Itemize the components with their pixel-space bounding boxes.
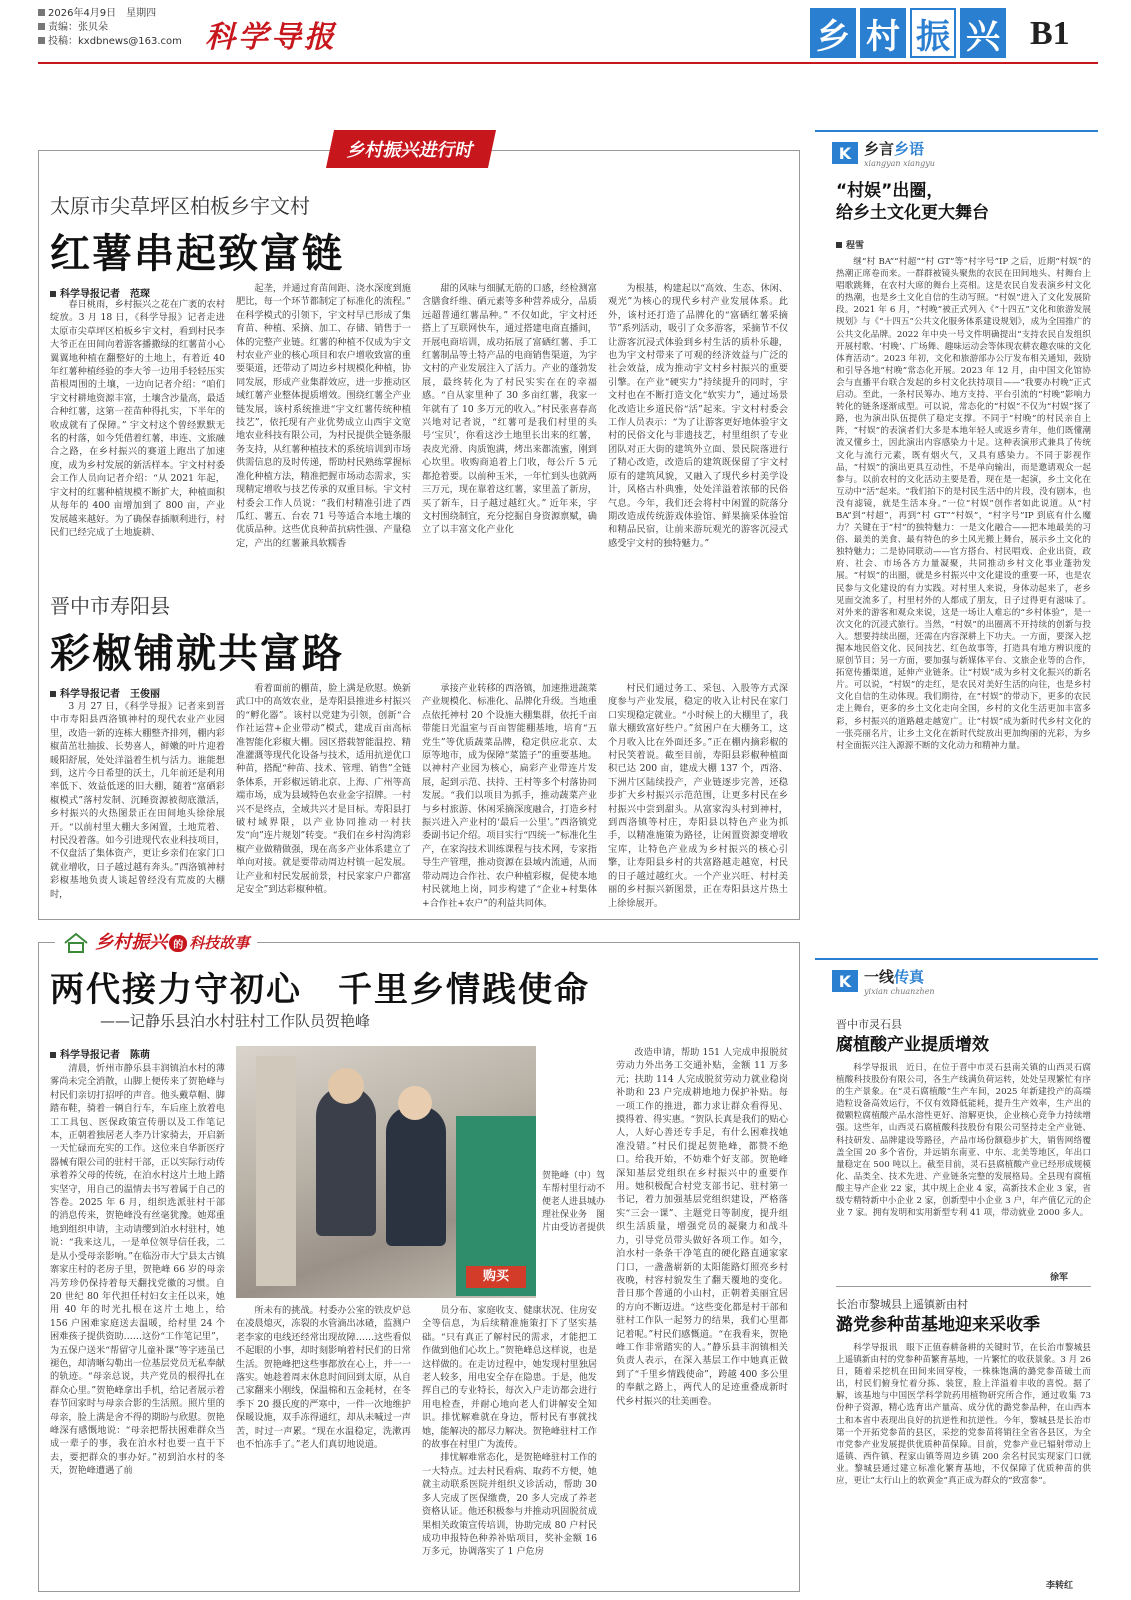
column2-head-a: 一线 xyxy=(864,968,895,986)
issue-date: 2026年4月9日 星期四 xyxy=(38,8,156,20)
brief2-body-text: 科学导报讯 眼下正值春耕备耕的关键时节，在长治市黎城县上遥镇新由村的党参种苗繁育基地，一片繁忙的收获景象。3 月 26 日，随着采挖机在田间来回穿梭，一株株饱满的潞党参苗破土而出，村民们俯身忙着分拣、装筐，脸上洋溢着丰收的喜悦。据了解，该基地与中国医学科学院药用植物研究所合作，通过收集 73 份种子资源，精心选育出产量高、成分优的潞党参品种，在山西本土和本省中表现出良好的抗逆性和抗逆性。今年，黎城县是长治市第一个开拓党参苗的县区，采挖的党参苗将销往全省各县区，为全市党参产业发展提供优质种苗保障。目前，党参产业已辐射带动上遥镇、西仵镇、程家山镇等周边乡镇 200 余名村民实现家门口就业。黎城县通过建立标准化繁育基地，不仅保障了优质种苗的供应，更让“太行山上的软黄金”真正成为群众的“致富参”。 xyxy=(836,1343,1091,1487)
kicker-banner-wrap xyxy=(330,130,492,168)
column1-title: “村娱”出圈， 给乡土文化更大舞台 xyxy=(836,181,989,223)
house-icon xyxy=(63,932,89,954)
story2-title: 彩椒铺就共富路 xyxy=(50,631,344,677)
story2-col1-text: 3 月 27 日，《科学导报》记者来到晋中市寿阳县西洛镇神村的现代农业产业园里，改造一新的连栋大棚整齐排列，棚内彩椒苗茁壮抽拔、长势喜人，鲜嫩的叶片迎着暖阳舒展，处处洋溢着生机与活力。谁能想到，这片今日希望的沃土，几年前还是利用率低下、效益低迷的旧大棚，随着“富硒彩椒模式”落村发制、沉睡资源被彻底激活，乡村振兴的火热图景正在田间地头徐徐展开。“以前村里大棚大多闲置，土地荒着、村民没着落。如今引进现代农业科技项目，不仅盘活了集体资产，更让乡亲们在家门口就业增收，日子越过越有奔头。”西洛镇神村彩椒基地负责人谈起曾经没有荒废的大棚时， xyxy=(50,701,225,900)
story2-subtitle: 晋中市寿阳县 xyxy=(50,594,170,618)
story3-col4-text: 改造申请，帮助 151 人完成申报脱贫劳动力外出务工交通补贴，金额 11 万多元；扶助 114 人完成脱贫劳动力就业稳岗补助和 23 户完成耕地地力保护补贴。每一项工作的推进，都力求让群众看得见、摸得着、得实惠。“贺队长真是我们的贴心人，人好心善还专手足，有什么困难找她准没错。”村民们提起贺艳峰，都赞不绝口。给我开始，不妨难个好支部。贺艳峰深知基层党组织在乡村振兴中的重要作用。她积极配合村党支部书记、驻村第一书记，着力加强基层党组织建设，严格落实“三会一课”、主题党日等制度，提升组织生活质量，增强党员的凝聚力和战斗力，引导党员带头做好各项工作。如今，泊水村一条条干净笔直的硬化路直通家家门口，一盏盏崭新的太阳能路灯照亮乡村夜晚，村容村貌发生了翻天覆地的变化。昔日那个普通的小山村，正朝着美丽宜居的方向不断迈进。“这些变化都是村干部和驻村工作队一起努力的结果，我们心里都记着呢。”村民们感慨道。“在我看来，贺艳峰工作非常踏实的人。”静乐县丰润镇相关负责人表示，在深入基层工作中她真正做到了“千里乡情践使命”，跨越 400 多公里的奉献之路上，两代人的足迹重叠成新时代乡村振兴的壮美画卷。 xyxy=(616,1047,788,1407)
story1-column xyxy=(236,282,411,566)
story2-column xyxy=(608,682,788,910)
section-char: 兴 xyxy=(960,8,1006,58)
k-logo-icon: K xyxy=(832,142,858,164)
photo-caption: 贺艳峰（中）驾车帮村里行动不便老人进县城办理社保业务 图片由受访者提供 xyxy=(542,1171,606,1233)
brief1-title: 腐植酸产业提质增效 xyxy=(836,1035,989,1055)
column1-head-a: 乡言 xyxy=(864,140,895,158)
story3-col1-text: 清晨，忻州市静乐县丰润镇泊水村的薄雾尚未完全消散，山脚上便传来了贺艳峰与村民们亲切打招呼的声音。他头戴草帽、脚踏布鞋，骑着一辆自行车，车后座上放着电工工具包、医保政策宣传册以及工作笔记本，正朝着独居老人李乃计家骑去，开启新一天忙碌而充实的工作。这位来自华新医疗器械有限公司的驻村干部，正以实际行动传承着养父母的传统，在泊水村这片土地上踏实坚守，用自己的温情去书写着属于自己的答卷。2025 年 6 月，组织选派驻村干部的消息传来，贺艳峰没有丝毫犹豫。她郑重地到组织申请，主动请缨到泊水村驻村，她说：“我来这儿，一是单位领导信任我，二是从小受母亲影响。”在临汾市大宁县太古镇寨家庄村的老房子里，贺艳峰 66 岁的母亲冯芳珍仍保持着每天翻找党徽的习惯。自 20 世纪 80 年代担任村妇女主任以来，她用 40 年的时光扎根在这片土地上，给 156 户困难家庭送去温暖，给村里 24 个困难孩子提供资助……这份“工作笔记里”，为五保户送米“帮留守儿童补课”等字迹虽已褪色，却清晰勾勒出一位基层党员无私奉献的轨迹。“母亲总说，共产党员的根得扎在群众心里。”贺艳峰拿出手机，给记者展示着春节回家时与母亲合影的生活照。照片里的母亲，脸上满是舍不得的期盼与欣慰。贺艳峰深有感慨地说：“母亲把帮扶困难群众当成一辈子的事，我在泊水村也要一直干下去，要把群众的事办好。”初到泊水村的冬天，贺艳峰遭遇了前 xyxy=(50,1063,225,1477)
column1-body-text: 继“村 BA”“村超”“村 GT”等“村字号”IP 之后，近期“村娱”的热潮正席卷而来。一群群被镜头聚焦的农民在田间地头、村舞台上唱歌跳舞，在农村大席的舞台上亮相。这是农民自发表演乡村文化的热潮，也是乡土文化自信的生动写照。“村娱”进入了文化发展阶段。2021 年 6 月，“村晚”被正式列入《“十四五”文化和旅游发展规划》与《“十四五”公共文化服务体系建设规划》，成为全国推广的公共文化品牌。2022 年中央一号文件明确提出“支持农民自发组织开展村歌、‘村晚’、广场舞、趣味运动会等体现农耕农趣农味的文化体育活动”。2023 年初，文化和旅游部办公厅发布相关通知，鼓励和引导各地“村晚”常态化开展。2023 年 12 月，由中国文化馆协会与直播平台联合发起的乡村文化扶持项目——“我要办村晚”正式启动。至此，一条村民筹办、地方支持、平台引流的“村晚”影响力转化的链条逐渐成型。可以说，常态化的“村娱”不仅为“村娱”探了路，也为演出队伍提供了稳定支撑。不同于“村晚”的村民亲自上阵，“村娱”的表演者们大多是本地年轻人或返乡青年，他们既懂潮流又懂乡土，因此演出内容感染力十足。这种表演形式兼具了传统文化与流行元素，既有烟火气，又具有感染力。不同于影视作品，“村娱”的演出更具互动性，不是单向输出，而是邀请观众一起参与。以前农村的文化活动主要是看，现在是一起演，乡土文化在互动中“活”起来。“我们拍下的是村民生活中的片段，没有剧本，也没有滤镜，就是生活本身。”一位“村娱”创作者如此说道。从“村 BA”到“村超”，再到“村 GT”“村娱”，“村字号”IP 到底有什么魔力？关键在于“村”的独特魅力：一是文化融合——把本地最美的习俗、最美的美食、最有特色的乡土风光搬上舞台，展示乡土文化的独特魅力；二是协同联动——官方搭台、村民唱戏、企业出资，政府、社会、市场各方力量凝聚，共同推动乡村文化事业蓬勃发展。“村娱”的出圈，就是乡村振兴中文化建设的重要一环，也是农民参与文化建设的有力实践。对村里人来说，身体动起来了，老乡见面交流多了，村里村外的人都成了朋友，日子过得更有滋味了。对外来的游客和观众来说，这是一场让人难忘的“乡村体验”，是一次文化的沉浸式旅行。当然，“村娱”的出圈离不开持续的创新与投入。想要持续出圈，还需在内容深耕上下功夫。一方面，要深入挖掘本地民俗文化、民间技艺、红色故事等，打造具有地方辨识度的原创节目；另一方面，要加强与新媒体平台、文旅企业等的合作，拓宽传播渠道，延伸产业链条。让“村娱”成为乡村文化振兴的新名片。可以说，“村娱”的走红，是农民对美好生活的向往，也是乡村文化自信的生动体现。我们期待，在“村娱”的带动下，更多的农民走上舞台，更多的乡土文化走向全国，乡村的文化生活更加丰富多彩，乡村振兴的道路越走越宽广。让“村娱”成为新时代乡村文化的一张亮丽名片，让乡土文化在新时代绽放出更加绚丽的光彩，为乡村全面振兴注入源源不断的文化动力和精神力量。 xyxy=(836,257,1091,751)
section-name xyxy=(810,8,1010,58)
story1-subtitle: 太原市尖草坪区柏板乡宇文村 xyxy=(50,194,310,218)
story3-byline: 科学导报记者 陈萌 xyxy=(50,1046,150,1061)
column2-pinyin: yixian chuanzhen xyxy=(864,987,935,996)
brief2-subtitle: 长治市黎城县上遥镇新由村 xyxy=(836,1298,968,1311)
story1-column xyxy=(50,298,225,566)
story3-col3-text: 员分布、家庭收支、健康状况、住房安全等信息，为后续精准施策打下了坚实基础。“只有真正了解村民的需求，才能把工作做到他们心坎上。”贺艳峰总这样说，也是这样做的。在走访过程中，她发现村里独居老人较多，用电安全存在隐患。于是，他发挥自己的专业特长，每次入户走访都会进行用电检查，并耐心地向老人们讲解安全知识。排忧解难就在身边，帮村民有事就找她，能解决的都尽力解决。贺艳峰驻村工作的故事在村里广为流传。 xyxy=(422,1305,597,1451)
story2-column xyxy=(50,700,225,910)
story2-col2-text: 看着面前的棚苗，脸上满是欣慰。焕新武口中的高效农业，是寿阳县推进乡村振兴的“孵化器”。该村以党建为引领，创新“合作社运营+企业带动”模式，建成百亩高标准智能化彩椒大棚。园区搭载智能温控、精准灌溉等现代化设备与技术，适用抗逆优口种苗，搭配“种苗、技术、管理、销售”全链条体系，开彩椒远销北京、上海、广州等高端市场，成为县域特色农业金字招牌。一村兴不是终点，全域共兴才是目标。寿阳县打破村域界限，以产业协同推动一村扶发“向”连片规划”转变。“我们在乡村沟湾彩椒产业做精做强，现在高多产业体系建立了单向对接。就是要带动周边村镇一起发展。让产业和村民发展前景，村民家家户户都富足安全”到达彩椒种植。 xyxy=(236,683,411,896)
email-line: 投稿：kxdbnews@163.com xyxy=(38,36,182,48)
story2-column xyxy=(422,682,597,910)
story3-subtitle: ——记静乐县泊水村驻村工作队员贺艳峰 xyxy=(100,1012,371,1030)
column1-author: 程雪 xyxy=(836,238,864,251)
story1-col3-text: 甜的风味与细腻无筋的口感，经检测富含膳食纤维、硒元素等多种营养成分，品质远超普通红薯品种。” 不仅如此，宇文村还搭上了互联网快车，通过搭建电商直播间，开展电商培训，成功拓展了富硒红薯、手工红薯制品等土特产品的电商销售渠道，为宇文村的产业发展注入了活力。产业的蓬勃发展，最终转化为了村民实实在在的幸福感。“自从家里种了 30 多亩红薯，我家一年就有了 10 多万元的收入。”村民张喜春高兴地对记者说，“红薯可是我们村里的头号‘宝贝’，你看这沙土地里长出来的红薯，表皮光滑、肉质饱满，烤出来都流蜜，刚到心坎里。收购商追着上门收，每公斤 5 元都抢着要。以前种玉米，一年忙到头也就两三万元，现在靠着这红薯，家里盖了新房，买了新车，日子越过越红火。” 近年来，宇文村围绕制宜，充分挖掘自身资源禀赋，确立了以丰富文化产业化 xyxy=(422,283,597,536)
section-char: 村 xyxy=(860,8,906,58)
column1-head-b: 乡语 xyxy=(894,140,925,158)
page-number: B1 xyxy=(1030,15,1070,52)
story2-col4-text: 村民们通过务工、采包、入股等方式深度参与产业发展，稳定的收入让村民在家门口实现稳定就业。“小时候上的大棚里了，我靠大棚致富好些户。”贫困户在大棚务工，这个月收入比在外面还多。”正在棚内摘彩椒的村民笑着说。截至目前，寿阳县彩椒种植面积已达 200 亩，建成大棚 137 个，西洛、下洲片区陆续投产，产业链逐步完善，还稳步扩大乡村振兴示范范围，让更多村民在乡村振兴中尝到甜头。从富家沟头村到神村，到西洛镇等村庄，寿阳县以特色产业为抓手，以精准施策为路径，让闲置资源变增收宝库，让特色产业成为乡村振兴的核心引擎，让寿阳县乡村的共富路越走越宽，村民的日子越过越红火。一个产业兴旺、村村美丽的乡村振兴新图景，正在寿阳县这片热土上徐徐展开。 xyxy=(608,683,788,909)
column1-body xyxy=(836,256,1091,904)
brief2-title: 潞党参种苗基地迎来采收季 xyxy=(836,1315,1040,1335)
story3-col2-text: 所未有的挑战。村委办公室的铁皮炉总在凌晨熄灭，冻裂的水管滴出冰碴，监测户老李家的电线还经常出现故障……这些看似不起眼的小事，却时刻影响着村民们的日常生活。贺艳峰把这些事都放在心上，并一一落实。她趁着周末休息时间回到太原，从自己家翻来小刚线，保温棉和五金耗材，在冬季下 20 摄氏度的严寒中，一件一次地维护保暖设施，双手冻得通红，却从未喊过一声苦，时过一声累。“现在水温稳定，洗漱再也不怕冻手了。”老人们真切地说道。 xyxy=(236,1305,411,1451)
story2-byline: 科学导报记者 王俊丽 xyxy=(50,685,160,700)
story3-title: 两代接力守初心 千里乡情践使命 xyxy=(50,970,590,1010)
column2-rule xyxy=(815,958,1098,960)
story2-col3-text: 承接产业转移的西洛镇，加速推进蔬菜产业规模化、标准化、品牌化升级。当地重点依托神村 20 个设施大棚集群，依托千亩带能日光温室与百亩智能棚基地，培育“五党生”等优质蔬菜品牌，稳定供应北京、太原等地市，成为保障“菜篮子”的重要基地。以神村产业园为核心，扁彩产业带连片发展，起到示范、扶持、王村等多个村落协同发展。“我们以项目为抓手，推动蔬菜产业与乡村旅游、休闲采摘深度融合，打造乡村振兴进入产业村的‘最后一公里’。”西洛镇党委副书记介绍。项目实行“四统一”标准化生产，在家沟技术训练课程与技术网，专家指导生产管理，推动资源在县域内流通，从而带动周边合作社、农户种植彩椒，促使本地村民就地上岗，同步构建了“企业+村集体+合作社+农户”的利益共同体。 xyxy=(422,683,597,909)
section-char: 乡 xyxy=(810,8,856,58)
brief1-subtitle: 晋中市灵石县 xyxy=(836,1018,902,1031)
brief1-author: 徐军 xyxy=(1050,1273,1069,1283)
newspaper-brand: 科学导报 xyxy=(205,20,337,55)
story3-col3b-text: 排忧解难常态化，是贺艳峰驻村工作的一大特点。过去村民看病、取药不方便，她就主动联系医院并组织义诊活动，帮助 30 多人完成了医保缴费，20 多人完成了养老资格认证。他还积极参与并推动巩固脱贫成果相关政策宣传培训，协助完成 80 户村民成功申报特色种养补贴项目，奖补金额 16 万多元，协调落实了 1 户危房 xyxy=(422,1452,597,1558)
story2-column xyxy=(236,682,411,910)
brief2-body xyxy=(836,1342,1091,1574)
column1-pinyin: xiangyan xiangyu xyxy=(864,159,935,168)
story1-column xyxy=(422,282,597,566)
story1-col4-text: 为根基，构建起以“高效、生态、休闲、观光”为核心的现代乡村产业发展体系。此外，该村还打造了品牌化的“富硒红薯采摘节”系列活动，吸引了众多游客，采摘节不仅让游客沉浸式体验到乡村生活的质朴乐趣，也为宇文村带来了可观的经济效益与广泛的社会效益，成为推动宇文村乡村振兴的重要引擎。在产业“硬实力”持续提升的同时，宇文村也在不断打造文化“软实力”，通过场景化改造让乡道民俗“活”起来。宇文村村委会工作人员表示：“为了让游客更好地体验宇文村的民俗文化与非遗技艺，村里组织了专业团队对正大街的建筑外立面、景民院落进行了精心改造，改造后的建筑既保留了宇文村原有的建筑风貌，又融入了现代乡村美学设计，风格古朴典雅，处处洋溢着浓郁的民俗气息。今年，我们还会将村中闲置的院落分期改造成传统游戏体验馆、鲜果摘采体验馆和精品民宿，让前来游玩观光的游客沉浸式感受宇文村的独特魅力。” xyxy=(608,283,788,549)
column1-rule xyxy=(815,130,1098,132)
story1-column xyxy=(608,282,788,566)
masthead-rule xyxy=(38,62,1098,64)
k-logo-icon: K xyxy=(832,970,858,992)
brief1-body xyxy=(836,1062,1091,1268)
section-char: 振 xyxy=(910,8,956,58)
column1-header xyxy=(832,138,935,168)
story3-column xyxy=(50,1062,225,1582)
story3-column xyxy=(236,1304,411,1582)
brief-divider xyxy=(836,1286,1091,1287)
brief2-author: 李转红 xyxy=(1046,1581,1074,1591)
story1-title: 红薯串起致富链 xyxy=(50,231,344,277)
story1-col2-text: 起垄，并通过育苗间距、浇水深度到施肥比，每一个环节都制定了标准化的流程。” 在科学模式的引领下，宇文村早已形成了集育苗、种植、采摘、加工、存储、销售于一体的完整产业链。红薯的种植不仅成为宇文村农业产业的核心项目和农户增收致富的重要渠道，还带动了周边乡村规模化种植，协同发展，形成产业集群效应，进一步推动区域红薯产业整体提质增效。围绕红薯全产业链发展，该村系统推进“宇文红薯传统种植技艺”，依托现有产业优势成立山西宇文宽地农业科技有限公司，为村民提供全链条服务支持，从红薯种植技术的系统培训到市场供需信息的及时传递，帮助村民熟练掌握标准化种植方法，精准把握市场动态需求，实现精定增收与技艺传承的双重目标。宇文村村委会工作人员说：“我们村精准引进了西瓜红、薯五、台农 71 号等适合本地土壤的优质品种。这些优良种苗抗病性强、产量稳定，产出的红薯兼具软糯香 xyxy=(236,283,411,549)
brief1-body-text: 科学导报讯 近日，在位于晋中市灵石县南关镇的山西灵石腐植酸科技股份有限公司，各生产线满负荷运转，处处呈现繁忙有序的生产景象。在“灵石腐植酸”生产车间，2025 年新建投产的高端造粒设备高效运行，不仅有效降低能耗，提升生产效率，生产出的微颗粒腐植酸产品水溶性更好、溶解更快，企业核心竞争力持续增强。这些年，山西灵石腐植酸科技股份有限公司坚持走全产业链、科技研发、品牌建设等路径，产品市场份额稳步扩大，销售网络覆盖全国 20 多个省份，并远销东南亚、中东、北美等地区，年出口量稳定在 500 吨以上。截至目前，灵石县腐植酸产业已经形成规模化、品类全、技术先进、产业链条完整的发展格局。全县现有腐植酸主导产企业 22 家，其中规上企业 4 家，高新技术企业 3 家，省级专精特新中小企业 2 家，创新型中小企业 3 户，年产值亿元的企业 7 家。拥有发明和实用新型专利 41 项，带动就业 2000 多人。 xyxy=(836,1063,1091,1219)
kicker-banner: 乡村振兴进行时 xyxy=(326,130,496,168)
column2-header xyxy=(832,966,935,996)
story1-col1-text: 春日桃雨，乡村振兴之花在广袤的农村绽放。3 月 18 日，《科学导报》记者走进太原市尖草坪区柏板乡宇文村，看到村民李大爷正在田间向着游客播撒绿的红薯苗小心翼翼地种植在翻整好的土地上，有着近 40 年红薯种植经验的李大爷一边用手轻轻压实苗根周围的土壤，一边向记者介绍：“咱们宇文村耕地资源丰富，土壤含沙量高，最适合种红薯，这第一茬苗种得扎实，下半年的收成就有了保障。” 宇文村这个曾经默默无名的村落，如今凭借着红薯，串连、文旅融合之路，在乡村振兴的赛道上跑出了加速度，成为乡村发展的新活样本。宇文村村委会工作人员向记者介绍：“从 2021 年起，宇文村的红薯种植规模不断扩大，种植面积从每年的 400 亩增加到了 800 亩，产业发展越来越好。为了确保春插顺利进行，村民们已经完成了土地旋耕、 xyxy=(50,299,225,538)
column2-head-b: 传真 xyxy=(894,968,925,986)
story-photo xyxy=(236,1046,536,1298)
story1-byline: 科学导报记者 范琛 xyxy=(50,285,150,300)
story3-column xyxy=(422,1304,597,1582)
story3-column xyxy=(616,1046,788,1582)
photo-sign: 购买 xyxy=(466,1266,526,1288)
story3-logo: 乡村振兴 的 科技故事 xyxy=(55,928,257,954)
editor-line: 责编：张贝朵 xyxy=(38,22,108,34)
